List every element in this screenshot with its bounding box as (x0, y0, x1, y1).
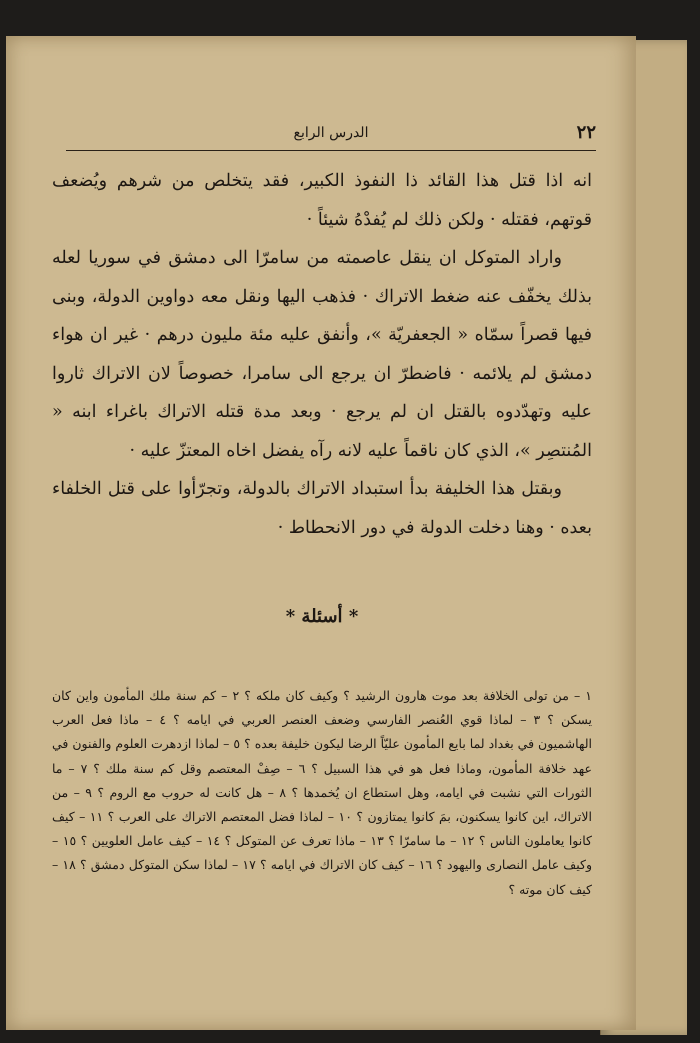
page-number: ٢٢ (576, 122, 596, 143)
paragraph: واراد المتوكل ان ينقل عاصمته من سامرّا الى دمشق في سوريا لعله بذلك يخفّف عنه ضغط الاتراك · فذهب اليها ونقل معه دواوين الدولة، وبنى فيها قصراً سمّاه « الجعفريّة »، وأنفق عليه مئة مليون درهم · غير ان هواء دمشق لم يلائمه · فاضطرّ ان يرجع الى سامرا، خصوصاً لان الاتراك ثاروا عليه وتهدّدوه بالقتل ان لم يرجع · وبعد مدة قتله الاتراك باغراء ابنه « المُنتصِر »، الذي كان ناقماً عليه لانه رآه يفضل اخاه المعتزّ عليه · (52, 248, 592, 461)
paragraph: انه اذا قتل هذا القائد ذا النفوذ الكبير، فقد يتخلص من شرهم ويُضعف قوتهم، فقتله · ولكن ذلك لم يُفدْهُ شيئاً · (52, 171, 592, 230)
body-text (52, 162, 592, 547)
running-title: الدرس الرابع (293, 125, 369, 141)
running-header (66, 120, 596, 151)
book-page (6, 36, 636, 1030)
questions-heading: * أسئلة * (285, 606, 359, 627)
paragraph: وبقتل هذا الخليفة بدأ استبداد الاتراك بالدولة، وتجرّأوا على قتل الخلفاء بعده · وهنا دخلت الدولة في دور الانحطاط · (52, 479, 592, 538)
questions-list: ١ – من تولى الخلافة بعد موت هارون الرشيد ؟ وكيف كان ملكه ؟ ٢ – كم سنة ملك المأمون واين كان يسكن ؟ ٣ – لماذا قوي العُنصر الفارسي وضعف العنصر العربي في ايامه ؟ ٤ – ماذا فعل العرب الهاشميون في بغداد لما بايع المأمون عليّاً الرضا ليكون خليفة بعده ؟ ٥ – لماذا ازدهرت العلوم والفنون في عهد خلافة المأمون، وماذا فعل هو في هذا السبيل ؟ ٦ – صِفْ المعتصم وقل كم سنة ملك ؟ ٧ – ما الثورات التي نشبت في ايامه، وهل استطاع ان يُخمدها ؟ ٨ – هل كانت له حروب مع الروم ؟ ٩ – من الاتراك، اين كانوا يسكنون، بمَ كانوا يمتازون ؟ ١٠ – لماذا فضل المعتصم الاتراك على العرب ؟ ١١ – كيف كانوا يعاملون الناس ؟ ١٢ – ما سامرّا ؟ ١٣ – ماذا تعرف عن المتوكل ؟ ١٤ – كيف عامل العلويين ؟ ١٥ – وكيف عامل النصارى واليهود ؟ ١٦ – كيف كان الاتراك في ايامه ؟ ١٧ – لماذا سكن المتوكل دمشق ؟ ١٨ – كيف كان موته ؟ (52, 688, 592, 897)
